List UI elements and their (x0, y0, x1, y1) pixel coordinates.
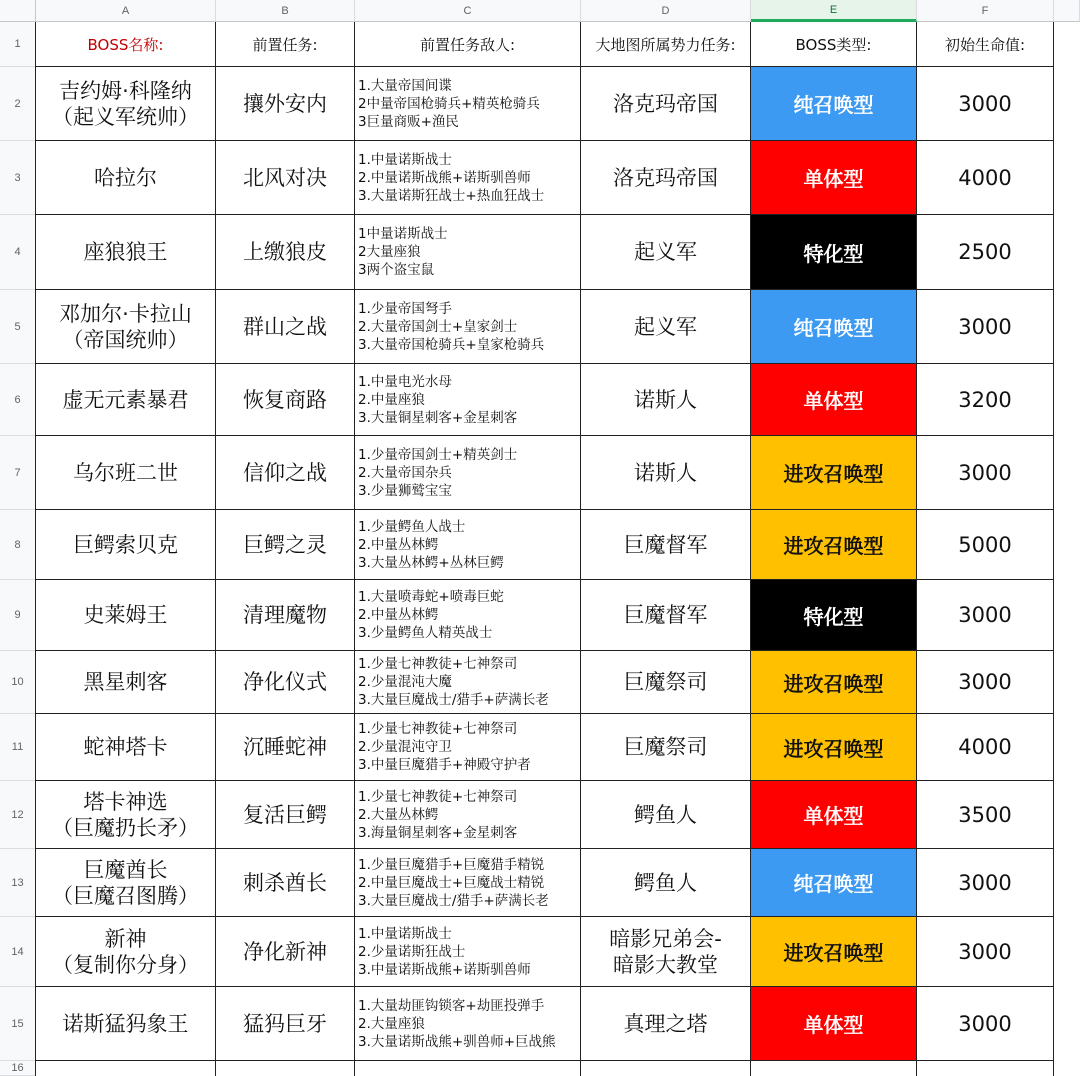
cell-faction-task[interactable]: 鳄鱼人 (581, 781, 751, 849)
cell-boss-name[interactable]: 吉约姆·科隆纳 （起义军统帅） (36, 67, 216, 141)
row-header-3[interactable]: 3 (0, 141, 36, 215)
cell-faction-task[interactable]: 起义军 (581, 290, 751, 364)
cell-boss-name[interactable]: 新神 （复制你分身） (36, 917, 216, 987)
empty-cell-row-16[interactable] (751, 1061, 917, 1076)
cell-prereq-enemies[interactable]: 1.大量喷毒蛇+喷毒巨蛇 2.中量丛林鳄 3.少量鳄鱼人精英战士 (355, 580, 581, 651)
column-header-b[interactable]: B (216, 0, 355, 22)
cell-initial-hp[interactable]: 5000 (917, 510, 1054, 580)
cell-prereq-enemies[interactable]: 1.少量帝国弩手 2.大量帝国剑士+皇家剑士 3.大量帝国枪骑兵+皇家枪骑兵 (355, 290, 581, 364)
row-header-13[interactable]: 13 (0, 849, 36, 917)
cell-prereq-enemies[interactable]: 1.中量诺斯战士 2.中量诺斯战熊+诺斯驯兽师 3.大量诺斯狂战士+热血狂战士 (355, 141, 581, 215)
row-header-5[interactable]: 5 (0, 290, 36, 364)
cell-boss-type[interactable]: 进攻召唤型 (751, 510, 917, 580)
row-header-16[interactable]: 16 (0, 1061, 36, 1076)
cell-prereq-task[interactable]: 攘外安内 (216, 67, 355, 141)
row-header-14[interactable]: 14 (0, 917, 36, 987)
header-boss-type[interactable]: BOSS类型: (751, 22, 917, 67)
cell-boss-type[interactable]: 纯召唤型 (751, 290, 917, 364)
row-header-6[interactable]: 6 (0, 364, 36, 436)
row-header-12[interactable]: 12 (0, 781, 36, 849)
cell-prereq-enemies[interactable]: 1.少量巨魔猎手+巨魔猎手精锐 2.中量巨魔战士+巨魔战士精锐 3.大量巨魔战士/猎手+萨满长老 (355, 849, 581, 917)
column-header-f[interactable]: F (917, 0, 1054, 22)
cell-boss-type[interactable]: 单体型 (751, 781, 917, 849)
cell-boss-type[interactable]: 特化型 (751, 580, 917, 651)
cell-initial-hp[interactable]: 3000 (917, 917, 1054, 987)
header-initial-hp[interactable]: 初始生命值: (917, 22, 1054, 67)
cell-initial-hp[interactable]: 3000 (917, 436, 1054, 510)
cell-prereq-enemies[interactable]: 1.少量七神教徒+七神祭司 2.少量混沌守卫 3.中量巨魔猎手+神殿守护者 (355, 714, 581, 781)
cell-boss-name[interactable]: 虚无元素暴君 (36, 364, 216, 436)
cell-boss-name[interactable]: 乌尔班二世 (36, 436, 216, 510)
cell-boss-type[interactable]: 进攻召唤型 (751, 714, 917, 781)
empty-cell-row-16[interactable] (355, 1061, 581, 1076)
cell-prereq-task[interactable]: 北风对决 (216, 141, 355, 215)
column-header-e[interactable]: E (751, 0, 917, 22)
cell-prereq-task[interactable]: 净化新神 (216, 917, 355, 987)
cell-boss-type[interactable]: 特化型 (751, 215, 917, 290)
column-header-blank (1054, 0, 1080, 22)
cell-initial-hp[interactable]: 3000 (917, 290, 1054, 364)
cell-boss-type[interactable]: 进攻召唤型 (751, 651, 917, 714)
cell-initial-hp[interactable]: 3500 (917, 781, 1054, 849)
cell-faction-task[interactable]: 诺斯人 (581, 364, 751, 436)
cell-boss-name[interactable]: 巨魔酋长 （巨魔召图腾） (36, 849, 216, 917)
cell-faction-task[interactable]: 洛克玛帝国 (581, 141, 751, 215)
cell-prereq-enemies[interactable]: 1.少量七神教徒+七神祭司 2.大量丛林鳄 3.海量铜星刺客+金星刺客 (355, 781, 581, 849)
select-all-corner[interactable] (0, 0, 36, 22)
row-header-9[interactable]: 9 (0, 580, 36, 651)
column-header-c[interactable]: C (355, 0, 581, 22)
row-header-4[interactable]: 4 (0, 215, 36, 290)
header-boss-name[interactable]: BOSS名称: (36, 22, 216, 67)
cell-initial-hp[interactable]: 3000 (917, 67, 1054, 141)
cell-boss-name[interactable]: 巨鳄索贝克 (36, 510, 216, 580)
cell-prereq-task[interactable]: 刺杀酋长 (216, 849, 355, 917)
header-faction-task[interactable]: 大地图所属势力任务: (581, 22, 751, 67)
cell-prereq-task[interactable]: 沉睡蛇神 (216, 714, 355, 781)
cell-boss-type[interactable]: 纯召唤型 (751, 849, 917, 917)
cell-boss-type[interactable]: 单体型 (751, 364, 917, 436)
cell-boss-name[interactable]: 哈拉尔 (36, 141, 216, 215)
cell-faction-task[interactable]: 真理之塔 (581, 987, 751, 1061)
cell-initial-hp[interactable]: 3000 (917, 849, 1054, 917)
empty-cell-row-16[interactable] (917, 1061, 1054, 1076)
empty-cell-row-16[interactable] (581, 1061, 751, 1076)
cell-prereq-task[interactable]: 清理魔物 (216, 580, 355, 651)
empty-cell-row-16[interactable] (36, 1061, 216, 1076)
cell-boss-type[interactable]: 单体型 (751, 987, 917, 1061)
cell-initial-hp[interactable]: 3000 (917, 580, 1054, 651)
cell-prereq-enemies[interactable]: 1中量诺斯战士 2大量座狼 3两个盗宝鼠 (355, 215, 581, 290)
cell-boss-type[interactable]: 进攻召唤型 (751, 917, 917, 987)
cell-prereq-enemies[interactable]: 1.少量七神教徒+七神祭司 2.少量混沌大魔 3.大量巨魔战士/猎手+萨满长老 (355, 651, 581, 714)
cell-boss-type[interactable]: 单体型 (751, 141, 917, 215)
row-header-7[interactable]: 7 (0, 436, 36, 510)
cell-prereq-task[interactable]: 信仰之战 (216, 436, 355, 510)
cell-prereq-enemies[interactable]: 1.少量鳄鱼人战士 2.中量丛林鳄 3.大量丛林鳄+丛林巨鳄 (355, 510, 581, 580)
cell-initial-hp[interactable]: 3200 (917, 364, 1054, 436)
cell-boss-type[interactable]: 纯召唤型 (751, 67, 917, 141)
cell-faction-task[interactable]: 巨魔祭司 (581, 651, 751, 714)
cell-prereq-enemies[interactable]: 1.中量电光水母 2.中量座狼 3.大量铜星刺客+金星刺客 (355, 364, 581, 436)
row-header-8[interactable]: 8 (0, 510, 36, 580)
cell-boss-name[interactable]: 黑星刺客 (36, 651, 216, 714)
row-header-1[interactable]: 1 (0, 22, 36, 67)
cell-prereq-enemies[interactable]: 1.中量诺斯战士 2.少量诺斯狂战士 3.中量诺斯战熊+诺斯驯兽师 (355, 917, 581, 987)
cell-prereq-task[interactable]: 净化仪式 (216, 651, 355, 714)
row-header-2[interactable]: 2 (0, 67, 36, 141)
cell-boss-name[interactable]: 塔卡神选 （巨魔扔长矛） (36, 781, 216, 849)
cell-prereq-task[interactable]: 猛犸巨牙 (216, 987, 355, 1061)
cell-prereq-task[interactable]: 群山之战 (216, 290, 355, 364)
cell-faction-task[interactable]: 鳄鱼人 (581, 849, 751, 917)
cell-faction-task[interactable]: 巨魔督军 (581, 580, 751, 651)
cell-prereq-enemies[interactable]: 1.少量帝国剑士+精英剑士 2.大量帝国杂兵 3.少量狮鹫宝宝 (355, 436, 581, 510)
cell-boss-name[interactable]: 邓加尔·卡拉山 （帝国统帅） (36, 290, 216, 364)
cell-faction-task[interactable]: 起义军 (581, 215, 751, 290)
cell-prereq-task[interactable]: 巨鳄之灵 (216, 510, 355, 580)
cell-prereq-task[interactable]: 恢复商路 (216, 364, 355, 436)
header-prereq-task[interactable]: 前置任务: (216, 22, 355, 67)
cell-faction-task[interactable]: 暗影兄弟会- 暗影大教堂 (581, 917, 751, 987)
row-header-11[interactable]: 11 (0, 714, 36, 781)
cell-initial-hp[interactable]: 2500 (917, 215, 1054, 290)
cell-boss-name[interactable]: 史莱姆王 (36, 580, 216, 651)
cell-initial-hp[interactable]: 4000 (917, 141, 1054, 215)
row-header-15[interactable]: 15 (0, 987, 36, 1061)
cell-prereq-enemies[interactable]: 1.大量劫匪钩锁客+劫匪投弹手 2.大量座狼 3.大量诺斯战熊+驯兽师+巨战熊 (355, 987, 581, 1061)
column-header-d[interactable]: D (581, 0, 751, 22)
cell-faction-task[interactable]: 洛克玛帝国 (581, 67, 751, 141)
cell-boss-name[interactable]: 座狼狼王 (36, 215, 216, 290)
cell-prereq-task[interactable]: 上缴狼皮 (216, 215, 355, 290)
cell-faction-task[interactable]: 诺斯人 (581, 436, 751, 510)
header-prereq-enemy[interactable]: 前置任务敌人: (355, 22, 581, 67)
cell-boss-name[interactable]: 蛇神塔卡 (36, 714, 216, 781)
cell-boss-type[interactable]: 进攻召唤型 (751, 436, 917, 510)
empty-cell-row-16[interactable] (216, 1061, 355, 1076)
cell-boss-name[interactable]: 诺斯猛犸象王 (36, 987, 216, 1061)
cell-initial-hp[interactable]: 3000 (917, 987, 1054, 1061)
cell-prereq-enemies[interactable]: 1.大量帝国间谍 2中量帝国枪骑兵+精英枪骑兵 3巨量商贩+渔民 (355, 67, 581, 141)
cell-initial-hp[interactable]: 3000 (917, 651, 1054, 714)
cell-faction-task[interactable]: 巨魔督军 (581, 510, 751, 580)
table-left-border (35, 22, 36, 1076)
cell-faction-task[interactable]: 巨魔祭司 (581, 714, 751, 781)
cell-prereq-task[interactable]: 复活巨鳄 (216, 781, 355, 849)
column-header-a[interactable]: A (36, 0, 216, 22)
cell-initial-hp[interactable]: 4000 (917, 714, 1054, 781)
row-header-10[interactable]: 10 (0, 651, 36, 714)
